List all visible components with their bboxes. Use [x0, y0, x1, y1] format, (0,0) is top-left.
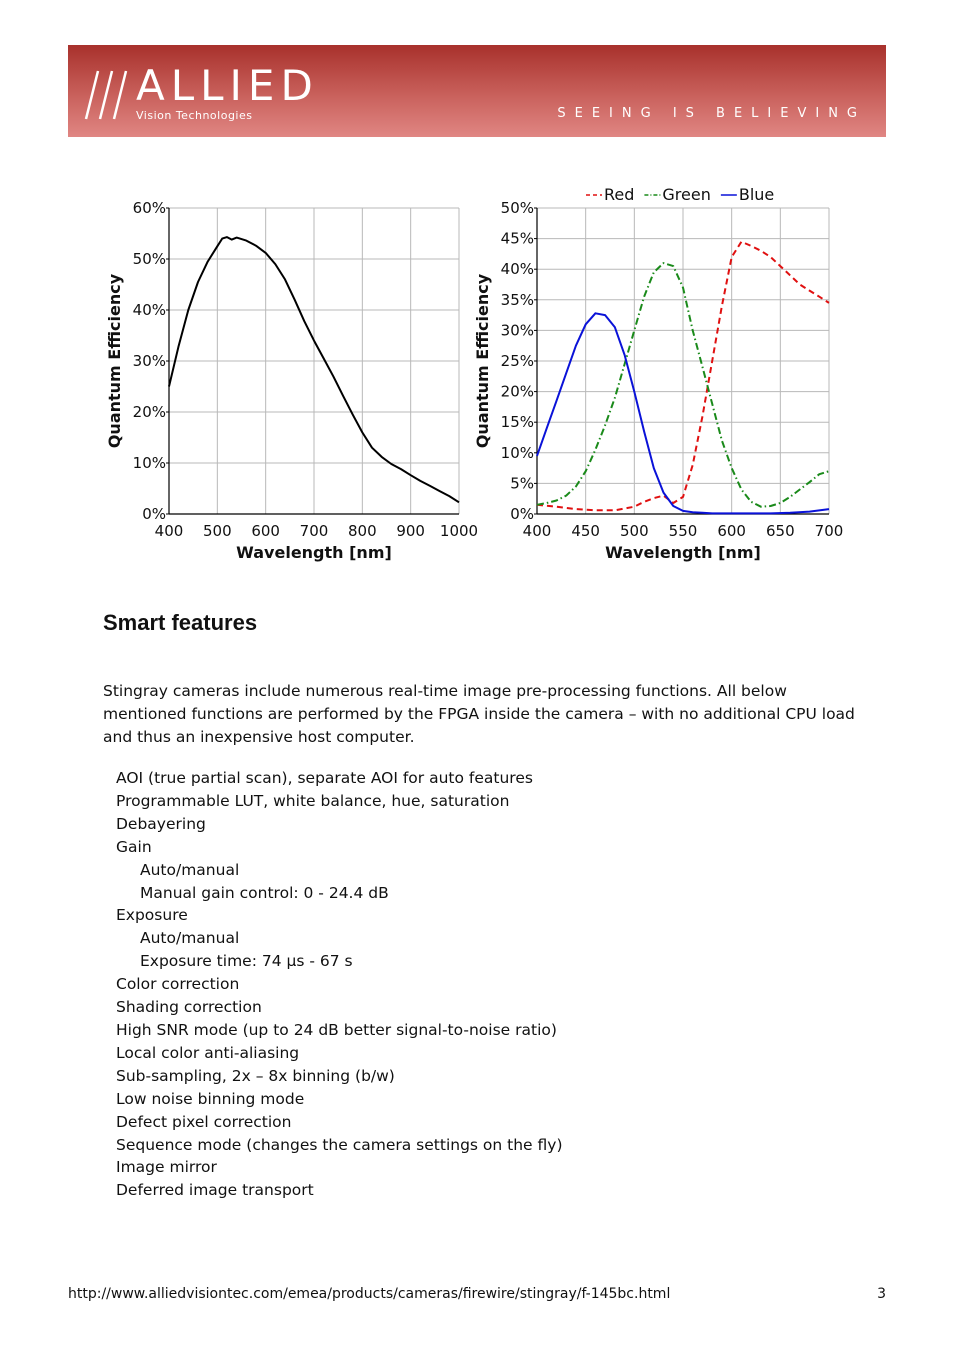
tagline: SEEING IS BELIEVING: [557, 106, 866, 121]
x-tick-label: 650: [766, 522, 795, 540]
feature-item: Sub-sampling, 2x – 8x binning (b/w): [116, 1066, 395, 1085]
feature-item: Sequence mode (changes the camera settings on the fly): [116, 1135, 563, 1154]
feature-item: Image mirror: [116, 1158, 217, 1177]
y-tick-label: 60%: [132, 199, 166, 217]
feature-item: AOI (true partial scan), separate AOI for auto features: [116, 769, 533, 787]
logo-wordmark: ALLIED: [136, 61, 319, 110]
y-tick-label: 40%: [132, 301, 166, 319]
y-tick-label: 15%: [500, 413, 534, 432]
x-tick-label: 1000: [439, 522, 479, 540]
x-axis-label: Wavelength [nm]: [236, 543, 392, 562]
footer-url[interactable]: http://www.alliedvisiontec.com/emea/products/cameras/firewire/stingray/f-145bc.html: [68, 1286, 671, 1302]
section-heading: Smart features: [103, 610, 258, 635]
legend-entry: Green: [662, 185, 711, 204]
y-tick-label: 50%: [500, 199, 534, 217]
x-tick-label: 550: [668, 522, 698, 540]
y-axis-label: Quantum Efficiency: [105, 273, 124, 449]
logo-slashes-icon: [84, 67, 138, 123]
y-tick-label: 0%: [510, 505, 534, 523]
y-tick-label: 0%: [142, 505, 166, 523]
intro-paragraph: Stingray cameras include numerous real-time image pre-processing functions. All below mentioned functions are performed by the FPGA inside the camera – with no additional CPU load and thus an inexpensive host computer.: [103, 682, 855, 746]
y-tick-label: 5%: [510, 474, 534, 493]
logo-subtitle: Vision Technologies: [136, 109, 253, 122]
y-tick-label: 45%: [500, 229, 534, 248]
mono-qe-chart: [100, 180, 490, 580]
feature-item: Gain: [116, 837, 152, 856]
x-tick-label: 800: [348, 522, 377, 540]
feature-subitem: Auto/manual: [140, 929, 240, 948]
x-tick-label: 600: [717, 522, 746, 540]
feature-subitem: Auto/manual: [140, 860, 240, 879]
feature-item: Exposure: [116, 906, 188, 925]
x-tick-label: 400: [522, 522, 552, 540]
y-tick-label: 10%: [132, 454, 166, 472]
feature-item: Color correction: [116, 975, 240, 994]
feature-subitem: Manual gain control: 0 - 24.4 dB: [140, 883, 389, 902]
x-tick-label: 450: [571, 522, 600, 540]
x-tick-label: 600: [251, 522, 280, 540]
feature-item: Low noise binning mode: [116, 1089, 305, 1108]
y-tick-label: 25%: [500, 352, 534, 370]
y-tick-label: 40%: [500, 260, 534, 279]
legend-entry: Blue: [738, 185, 775, 204]
feature-item: High SNR mode (up to 24 dB better signal-to-noise ratio): [116, 1020, 557, 1039]
y-axis-label: Quantum Efficiency: [473, 273, 492, 449]
feature-item: Programmable LUT, white balance, hue, saturation: [116, 791, 510, 810]
legend-entry: Red: [604, 185, 635, 204]
x-tick-label: 400: [154, 522, 184, 540]
x-tick-label: 900: [396, 522, 425, 540]
color-qe-chart: [468, 180, 848, 580]
y-tick-label: 30%: [132, 352, 166, 370]
x-tick-label: 500: [620, 522, 649, 540]
y-tick-label: 50%: [132, 250, 166, 268]
x-tick-label: 700: [299, 522, 329, 540]
x-tick-label: 500: [203, 522, 232, 540]
y-tick-label: 30%: [500, 321, 534, 340]
y-tick-label: 35%: [500, 290, 534, 309]
feature-item: Deferred image transport: [116, 1181, 314, 1200]
feature-item: Debayering: [116, 814, 206, 833]
feature-item: Shading correction: [116, 998, 262, 1017]
page-number: 3: [877, 1286, 886, 1302]
header-banner: [68, 45, 886, 137]
feature-subitem: Exposure time: 74 µs - 67 s: [140, 952, 353, 971]
feature-list: [116, 767, 563, 1202]
feature-item: Defect pixel correction: [116, 1112, 292, 1131]
x-tick-label: 700: [814, 522, 844, 540]
y-tick-label: 10%: [500, 443, 534, 462]
y-tick-label: 20%: [500, 382, 534, 401]
y-tick-label: 20%: [132, 403, 166, 421]
feature-item: Local color anti-aliasing: [116, 1043, 300, 1062]
x-axis-label: Wavelength [nm]: [605, 543, 761, 562]
